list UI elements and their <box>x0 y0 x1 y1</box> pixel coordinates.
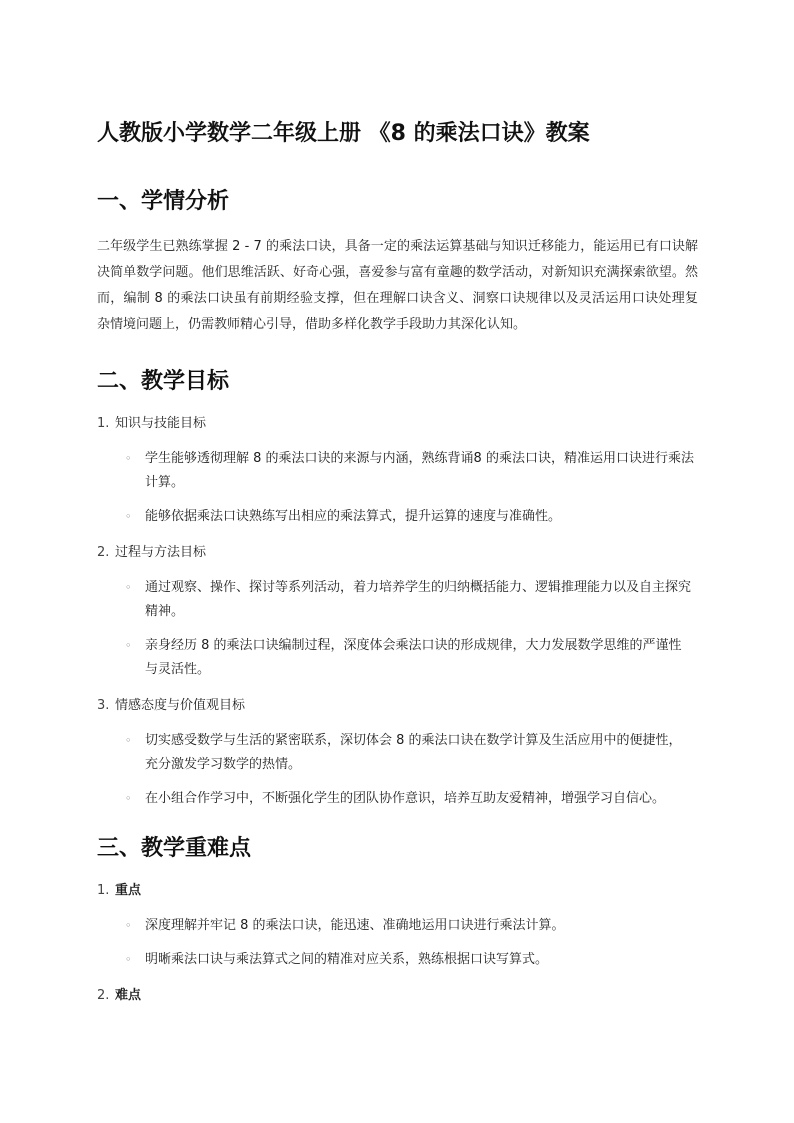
document-title: 人教版小学数学二年级上册 《8 的乘法口诀》教案 <box>97 121 590 146</box>
learning-analysis-paragraph: 二年级学生已熟练掌握 2 - 7 的乘法口诀，具备一定的乘法运算基础与知识迁移能力，能运用已有口诀解决简单数学问题。他们思维活跃、好奇心强，喜爱参与富有童趣的数学活动，对新知识充满探索欲望。然而，编制 8 的乘法口诀虽有前期经验支撑，但在理解口诀含义、洞察口诀规律以及灵活运用口诀处理复杂情境问题上，仍需教师精心引导，借助多样化教学手段助力其深化认知。 <box>97 239 698 332</box>
list-item <box>97 696 698 811</box>
sub-list-item <box>125 729 698 777</box>
list-item <box>97 881 698 972</box>
list-item-label: 重点 <box>115 883 142 898</box>
list-number: 1. <box>97 883 110 898</box>
sub-list-item <box>125 447 698 495</box>
list-number: 2. <box>97 988 110 1003</box>
section-heading-learning-analysis: 一、学情分析 <box>97 189 230 214</box>
list-item-label: 难点 <box>115 988 142 1003</box>
sub-list-item-text: 在小组合作学习中，不断强化学生的团队协作意识，培养互助友爱精神，增强学习自信心。 <box>145 791 666 806</box>
circle-bullet-icon: ◦ <box>125 919 132 932</box>
list-item <box>97 414 698 529</box>
sub-list <box>97 447 698 529</box>
section-heading-key-difficult-points: 三、教学重难点 <box>97 836 252 861</box>
sub-list-item-text: 明晰乘法口诀与乘法算式之间的精准对应关系，熟练根据口诀写算式。 <box>145 952 549 967</box>
sub-list-item <box>125 948 698 972</box>
section-heading-teaching-goals: 二、教学目标 <box>97 369 230 394</box>
circle-bullet-icon: ◦ <box>125 581 132 594</box>
teaching-goals-list <box>97 414 698 811</box>
sub-list <box>97 576 698 682</box>
list-item <box>97 543 698 682</box>
sub-list-item <box>125 505 698 529</box>
sub-list-item <box>125 787 698 811</box>
sub-list-item-text: 亲身经历 8 的乘法口诀编制过程，深度体会乘法口诀的形成规律，大力发展数学思维的严谨性与灵活性。 <box>145 638 682 677</box>
sub-list-item <box>125 576 698 624</box>
list-item-label: 过程与方法目标 <box>115 545 207 560</box>
list-number: 2. <box>97 545 110 560</box>
sub-list-item-text: 切实感受数学与生活的紧密联系，深切体会 8 的乘法口诀在数学计算及生活应用中的便捷性，充分激发学习数学的热情。 <box>145 733 682 772</box>
list-item-label: 情感态度与价值观目标 <box>115 698 246 713</box>
sub-list-item-text: 学生能够透彻理解 8 的乘法口诀的来源与内涵，熟练背诵8 的乘法口诀，精准运用口诀进行乘法计算。 <box>145 451 694 490</box>
list-item <box>97 986 698 1006</box>
sub-list-item <box>125 634 698 682</box>
sub-list-item <box>125 914 698 938</box>
circle-bullet-icon: ◦ <box>125 510 132 523</box>
sub-list <box>97 729 698 811</box>
sub-list-item-text: 能够依据乘法口诀熟练写出相应的乘法算式，提升运算的速度与准确性。 <box>145 509 562 524</box>
sub-list-item-text: 深度理解并牢记 8 的乘法口诀，能迅速、准确地运用口诀进行乘法计算。 <box>145 918 565 933</box>
list-item-label: 知识与技能目标 <box>115 416 207 431</box>
list-number: 1. <box>97 416 110 431</box>
sub-list-item-text: 通过观察、操作、探讨等系列活动，着力培养学生的归纳概括能力、逻辑推理能力以及自主探究精神。 <box>145 580 692 619</box>
circle-bullet-icon: ◦ <box>125 792 132 805</box>
circle-bullet-icon: ◦ <box>125 953 132 966</box>
circle-bullet-icon: ◦ <box>125 734 132 747</box>
sub-list <box>97 914 698 972</box>
circle-bullet-icon: ◦ <box>125 452 132 465</box>
circle-bullet-icon: ◦ <box>125 639 132 652</box>
key-points-list <box>97 881 698 1006</box>
list-number: 3. <box>97 698 110 713</box>
